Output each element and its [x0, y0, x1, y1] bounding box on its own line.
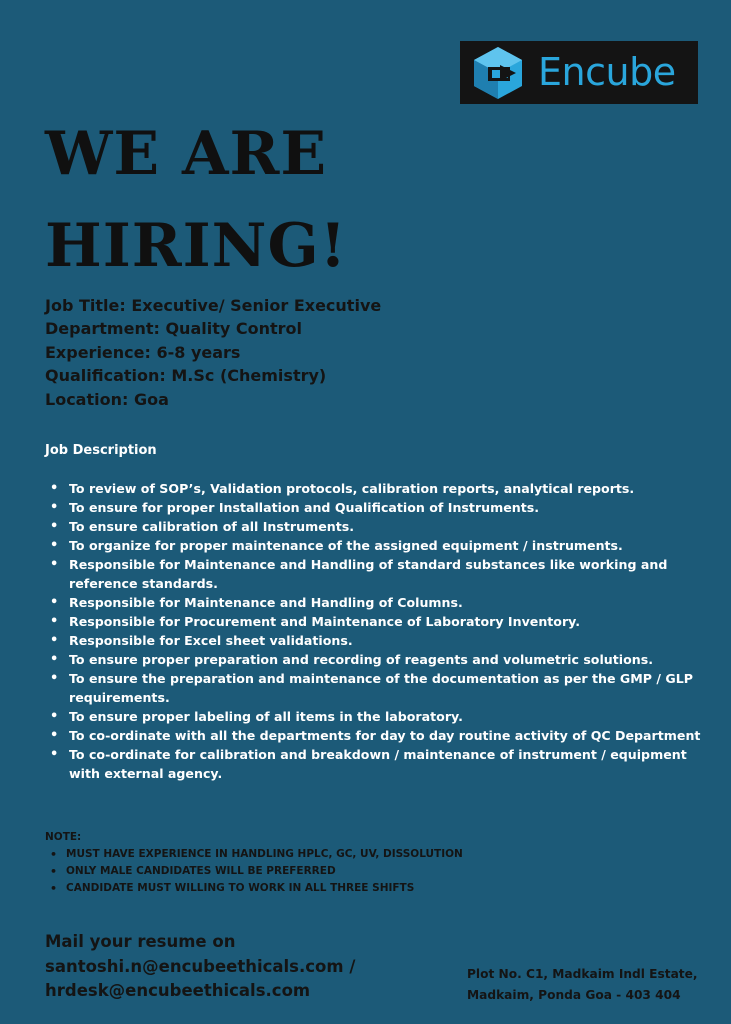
job-description-heading: Job Description — [45, 443, 157, 458]
list-item: • Responsible for Procurement and Maintenance of Laboratory Inventory. — [45, 612, 705, 631]
address-line-1: Plot No. C1, Madkaim Indl Estate, — [467, 967, 698, 981]
note-list — [45, 846, 645, 897]
list-item: • To organize for proper maintenance of the assigned equipment / instruments. — [45, 536, 705, 555]
list-item: • To co-ordinate with all the departments for day to day routine activity of QC Department — [45, 726, 705, 745]
job-description-list — [45, 479, 705, 783]
mail-label: Mail your resume on — [45, 932, 236, 951]
job-location: Location: Goa — [45, 389, 169, 409]
list-item: • To review of SOP’s, Validation protocols, calibration reports, analytical reports. — [45, 479, 705, 498]
list-item: • Responsible for Maintenance and Handling of standard substances like working and reference standards. — [45, 555, 705, 593]
list-item: • MUST HAVE EXPERIENCE IN HANDLING HPLC, GC, UV, DISSOLUTION — [45, 846, 645, 863]
job-qualification: Qualification: M.Sc (Chemistry) — [45, 366, 327, 386]
headline-line-2: HIRING! — [45, 211, 348, 281]
job-info — [45, 294, 381, 411]
encube-logo — [460, 41, 698, 104]
address — [467, 964, 698, 1005]
job-title: Job Title: Executive/ Senior Executive — [45, 296, 382, 315]
list-item: • To ensure proper labeling of all items in the laboratory. — [45, 707, 705, 726]
email-1: santoshi.n@encubeethicals.com / — [45, 956, 356, 976]
address-line-2: Madkaim, Ponda Goa - 403 404 — [467, 987, 681, 1002]
list-item: • To ensure calibration of all Instruments. — [45, 517, 705, 536]
list-item: • Responsible for Excel sheet validations. — [45, 631, 705, 650]
email-2: hrdesk@encubeethicals.com — [45, 981, 311, 1000]
list-item: • To co-ordinate for calibration and breakdown / maintenance of instrument / equipment with external agency. — [45, 745, 705, 783]
list-item: • CANDIDATE MUST WILLING TO WORK IN ALL THREE SHIFTS — [45, 880, 645, 897]
mail-contact — [45, 930, 355, 1004]
job-department: Department: Quality Control — [45, 319, 302, 339]
cube-logo-icon — [470, 45, 526, 101]
list-item: • To ensure for proper Installation and Qualification of Instruments. — [45, 498, 705, 517]
list-item: • Responsible for Maintenance and Handling of Columns. — [45, 593, 705, 612]
note-heading: NOTE: — [45, 831, 82, 843]
list-item: • ONLY MALE CANDIDATES WILL BE PREFERRED — [45, 863, 645, 880]
job-experience: Experience: 6-8 years — [45, 342, 241, 362]
list-item: • To ensure the preparation and maintenance of the documentation as per the GMP / GLP requirements. — [45, 669, 705, 707]
headline-line-1: WE ARE — [45, 119, 328, 189]
logo-text: Encube — [538, 50, 676, 94]
list-item: • To ensure proper preparation and recording of reagents and volumetric solutions. — [45, 650, 705, 669]
headline — [45, 108, 465, 292]
